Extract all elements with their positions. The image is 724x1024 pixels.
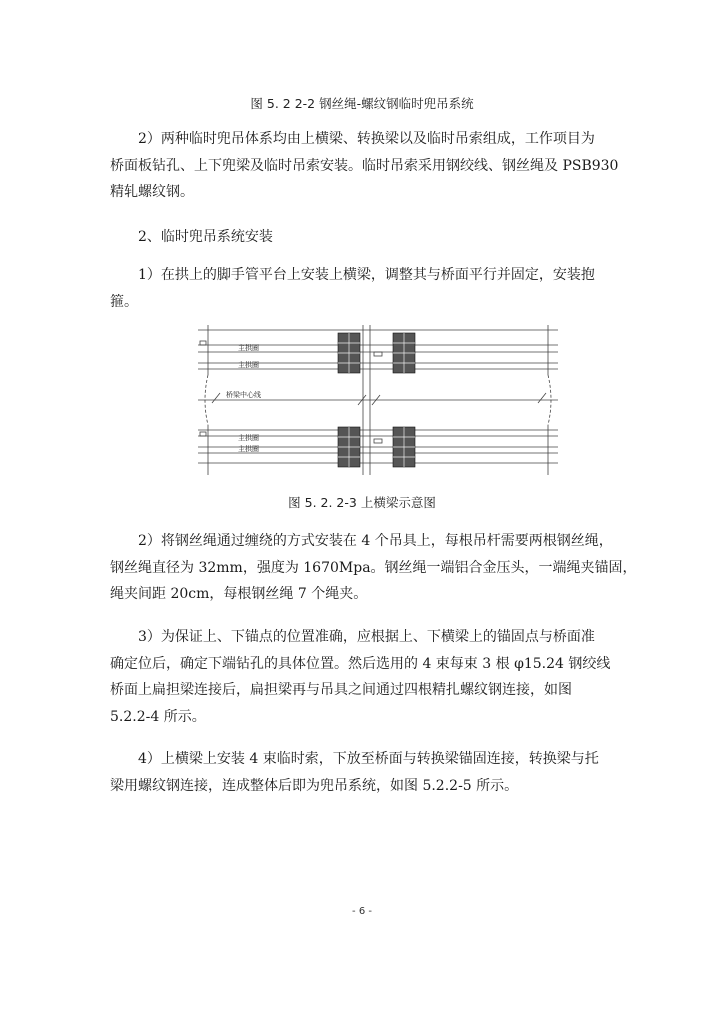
text-line: 绳夹间距 20cm，每根钢丝绳 7 个绳夹。 bbox=[110, 586, 368, 602]
label-centerline: 桥梁中心线 bbox=[226, 391, 261, 399]
figure-caption-5-2-2-2: 图 5. 2 2-2 钢丝绳-螺纹钢临时兜吊系统 bbox=[250, 96, 474, 111]
label-bottom-arch-2: 主拱圈 bbox=[238, 445, 259, 453]
text-line: 3）为保证上、下锚点的位置准确，应根据上、下横梁上的锚固点与桥面准 bbox=[138, 629, 595, 645]
paragraph-types bbox=[110, 126, 620, 206]
section-heading-installation bbox=[110, 224, 620, 251]
label-bottom-arch-1: 主拱圈 bbox=[238, 434, 259, 442]
text-line: 1）在拱上的脚手管平台上安装上横梁，调整其与桥面平行并固定，安装抱 bbox=[138, 267, 595, 283]
text-line: 5.2.2-4 所示。 bbox=[110, 708, 206, 725]
page-number: - 6 - bbox=[352, 906, 372, 917]
text-line: 钢丝绳直径为 32mm，强度为 1670Mpa。钢丝绳一端铝合金压头，一端绳夹锚固， bbox=[110, 559, 637, 576]
label-top-arch-2: 主拱圈 bbox=[238, 361, 259, 369]
text-line: 梁用螺纹钢连接，连成整体后即为兜吊系统，如图 5.2.2-5 所示。 bbox=[110, 777, 519, 794]
text-line: 箍。 bbox=[110, 293, 138, 310]
text-line: 2）将钢丝绳通过缠绕的方式安装在 4 个吊具上，每根吊杆需要两根钢丝绳， bbox=[138, 533, 613, 549]
text-line: 确定位后，确定下端钻孔的具体位置。然后选用的 4 束每束 3 根 φ15.24 钢绞线 bbox=[110, 655, 611, 672]
label-top-arch-1: 主拱圈 bbox=[238, 344, 259, 352]
paragraph-step-2 bbox=[110, 528, 637, 608]
text-line: 4）上横梁上安装 4 束临时索，下放至桥面与转换梁锚固连接，转换梁与托 bbox=[138, 751, 599, 767]
paragraph-step-3 bbox=[110, 624, 620, 730]
text-line: 2）两种临时兜吊体系均由上横梁、转换梁以及临时吊索组成，工作项目为 bbox=[138, 131, 595, 147]
figure-caption-5-2-2-3: 图 5. 2. 2-3 上横梁示意图 bbox=[288, 495, 436, 510]
paragraph-step-1 bbox=[110, 262, 620, 315]
text-line: 桥面板钻孔、上下兜梁及临时吊索安装。临时吊索采用钢绞线、钢丝绳及 PSB930 bbox=[110, 157, 619, 174]
text-line: 桥面上扁担梁连接后，扁担梁再与吊具之间通过四根精扎螺纹钢连接，如图 bbox=[110, 682, 572, 698]
text-line: 2、临时兜吊系统安装 bbox=[138, 229, 273, 245]
upper-crossbeam-diagram bbox=[198, 325, 558, 485]
paragraph-step-4 bbox=[110, 746, 620, 799]
text-line: 精轧螺纹钢。 bbox=[110, 184, 194, 200]
